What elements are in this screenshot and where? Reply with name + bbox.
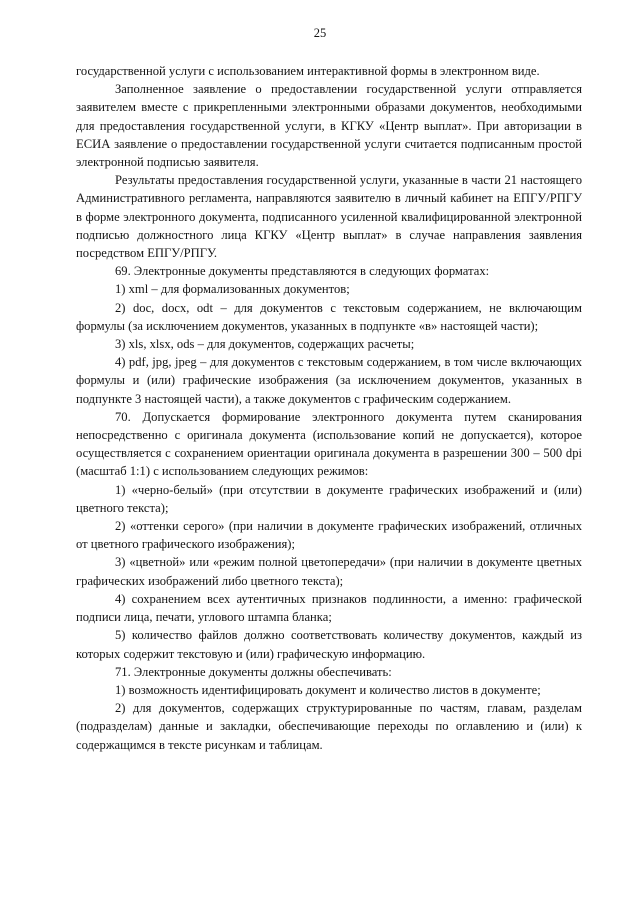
list-item-structured: 2) для документов, содержащих структурированные по частям, главам, разделам (подразделам) данные и закладки, обеспечивающие переходы по оглавлению и (или) к содержащимся в тексте рисункам и таблицам. — [76, 701, 582, 752]
paragraph-results: Результаты предоставления государственной услуги, указанные в части 21 настоящего Административного регламента, направляются заявителю в личный кабинет на ЕПГУ/РПГУ в форме электронного документа, подписанного усиленной квалифицированной электронной подписью должностного лица КГКУ «Центр выплат» в случае направления заявления посредством ЕПГУ/РПГУ. — [76, 173, 582, 261]
list-item-xls: 3) xls, xlsx, ods – для документов, содержащих расчеты; — [115, 337, 415, 352]
page-number: 25 — [313, 26, 327, 40]
paragraph-clause-71: 71. Электронные документы должны обеспечивать: — [115, 664, 392, 679]
list-item-file-count: 5) количество файлов должно соответствовать количеству документов, каждый из которых содержит текстовую и (или) графическую информацию. — [76, 628, 582, 661]
list-item-color: 3) «цветной» или «режим полной цветопередачи» (при наличии в документе цветных графических изображений либо цветного текста); — [76, 555, 582, 588]
list-item-identify: 1) возможность идентифицировать документ и количество листов в документе; — [115, 682, 541, 697]
list-item-authenticity: 4) сохранением всех аутентичных признаков подлинности, а именно: графической подписи лица, печати, углового штампа бланка; — [76, 591, 582, 625]
list-item-black-white: 1) «черно-белый» (при отсутствии в документе графических изображений и (или) цветного текста); — [76, 482, 582, 515]
list-item-grayscale: 2) «оттенки серого» (при наличии в документе графических изображений, отличных от цветного графического изображения); — [76, 519, 582, 552]
document-body — [76, 62, 582, 754]
paragraph-clause-69: 69. Электронные документы представляются в следующих форматах: — [115, 264, 490, 279]
list-item-xml: 1) xml – для формализованных документов; — [115, 282, 350, 297]
list-item-doc: 2) doc, docx, odt – для документов с текстовым содержанием, не включающим формулы (за исключением документов, указанных в подпункте «в» настоящей части); — [76, 300, 582, 333]
paragraph-continuation: государственной услуги с использованием интерактивной формы в электронном виде. — [76, 64, 540, 78]
list-item-pdf: 4) pdf, jpg, jpeg – для документов с текстовым содержанием, в том числе включающих формулы и (или) графические изображения (за исключением документов, указанных в подпункте 3 настоящей части), а также документов с графическим содержанием. — [76, 355, 582, 406]
paragraph-application-submission: Заполненное заявление о предоставлении государственной услуги отправляется заявителем вместе с прикрепленными электронными образами документов, необходимыми для предоставления государственной услуги, в КГКУ «Центр выплат». При авторизации в ЕСИА заявление о предоставлении государственной услуги считается подписанным простой электронной подписью заявителя. — [76, 82, 582, 170]
paragraph-clause-70: 70. Допускается формирование электронного документа путем сканирования непосредственно с оригинала документа (использование копий не допускается), которое осуществляется с сохранением ориентации оригинала документа в разрешении 300 – 500 dpi (масштаб 1:1) с использованием следующих режимов: — [76, 409, 582, 479]
